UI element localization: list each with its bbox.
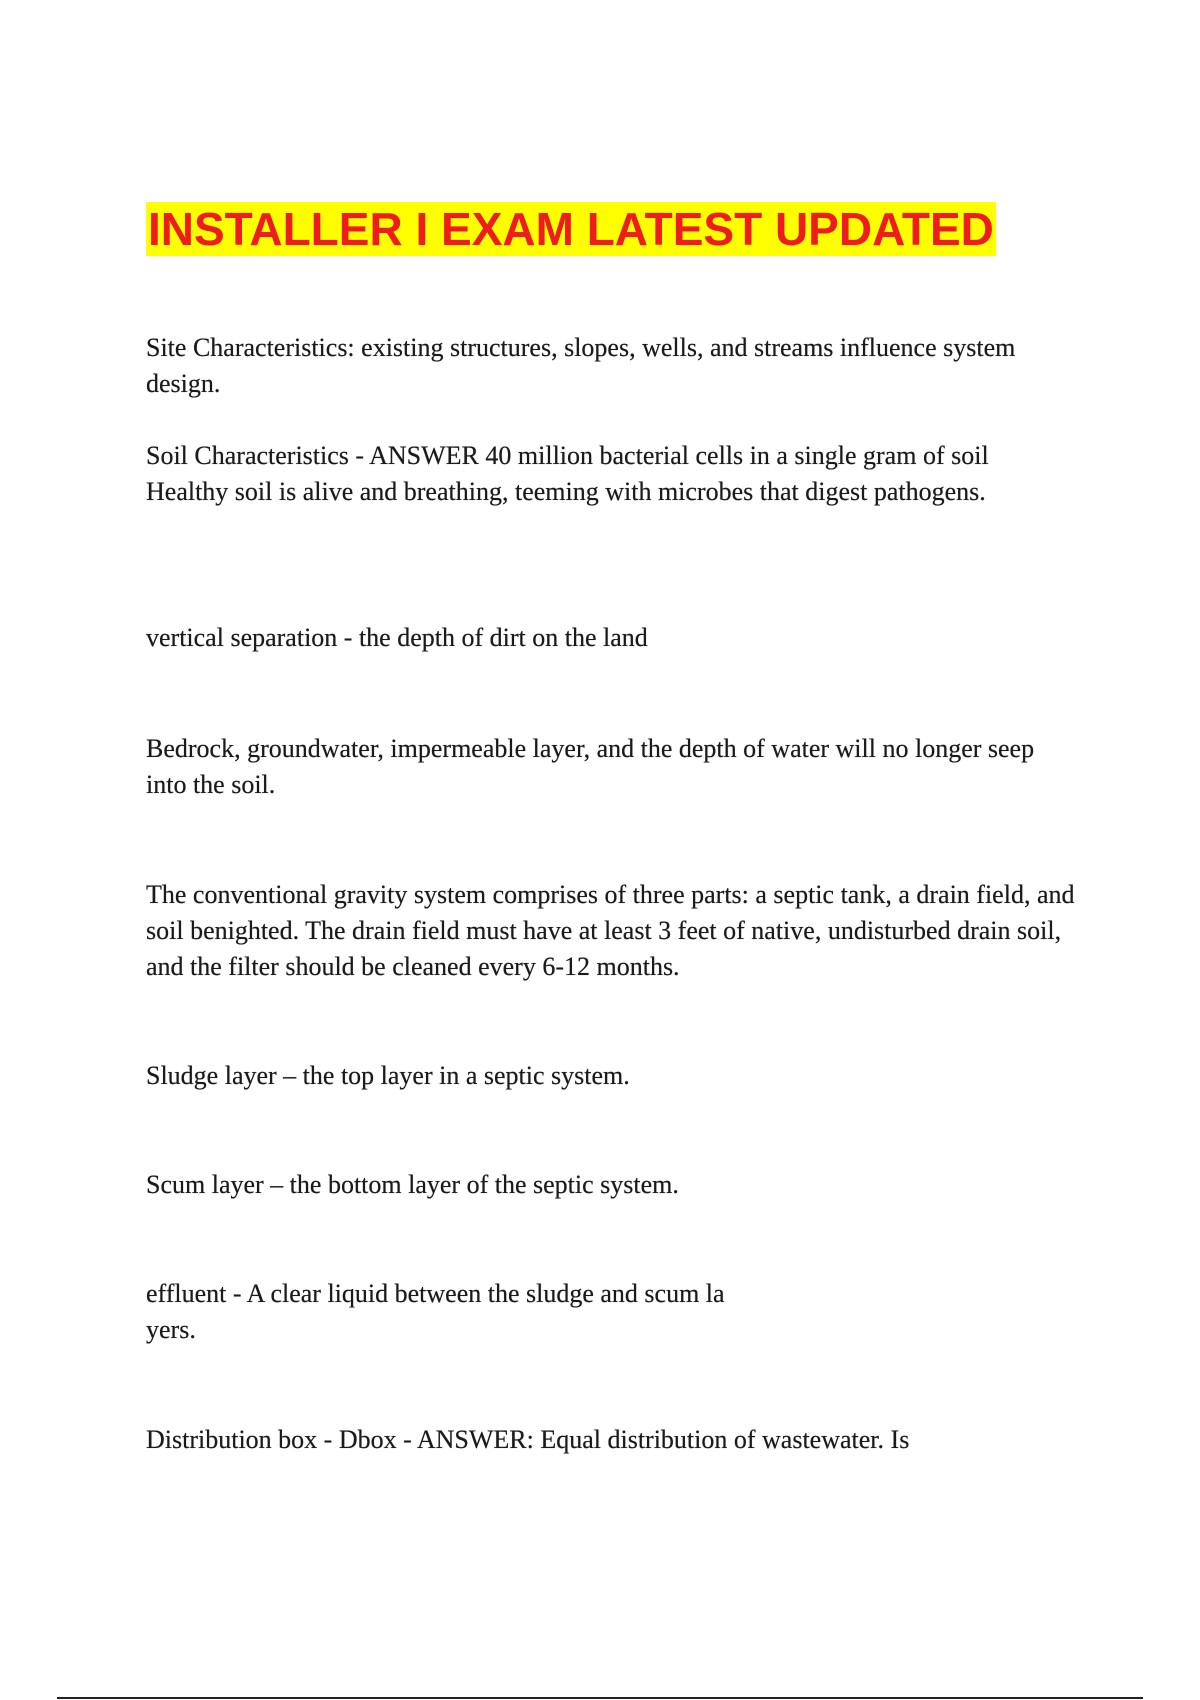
paragraph-effluent-line-2: yers. xyxy=(146,1315,196,1344)
footer-divider xyxy=(57,1697,1143,1699)
paragraph-conventional-gravity-system: The conventional gravity system comprises of three parts: a septic tank, a drain field, and soil benighted. The drain field must have at least 3 feet of native, undisturbed drain soil, and the filter should be cleaned every 6-12 months. xyxy=(146,880,1075,981)
paragraph-sludge-layer: Sludge layer – the top layer in a septic system. xyxy=(146,1061,630,1090)
paragraph-effluent xyxy=(146,1276,1076,1348)
paragraph-distribution-box: Distribution box - Dbox - ANSWER: Equal distribution of wastewater. Is xyxy=(146,1425,910,1454)
paragraph-scum-layer: Scum layer – the bottom layer of the septic system. xyxy=(146,1170,679,1199)
document-title: INSTALLER I EXAM LATEST UPDATED xyxy=(148,203,994,255)
paragraph-site-characteristics: Site Characteristics: existing structures, slopes, wells, and streams influence system design. xyxy=(146,333,1016,398)
paragraph-bedrock: Bedrock, groundwater, impermeable layer, and the depth of water will no longer seep into the soil. xyxy=(146,734,1035,799)
paragraph-effluent-line-1: effluent - A clear liquid between the sludge and scum la xyxy=(146,1279,725,1308)
paragraph-soil-characteristics: Soil Characteristics - ANSWER 40 million bacterial cells in a single gram of soil Healthy soil is alive and breathing, teeming with microbes that digest pathogens. xyxy=(146,441,989,506)
paragraph-vertical-separation: vertical separation - the depth of dirt on the land xyxy=(146,623,648,652)
